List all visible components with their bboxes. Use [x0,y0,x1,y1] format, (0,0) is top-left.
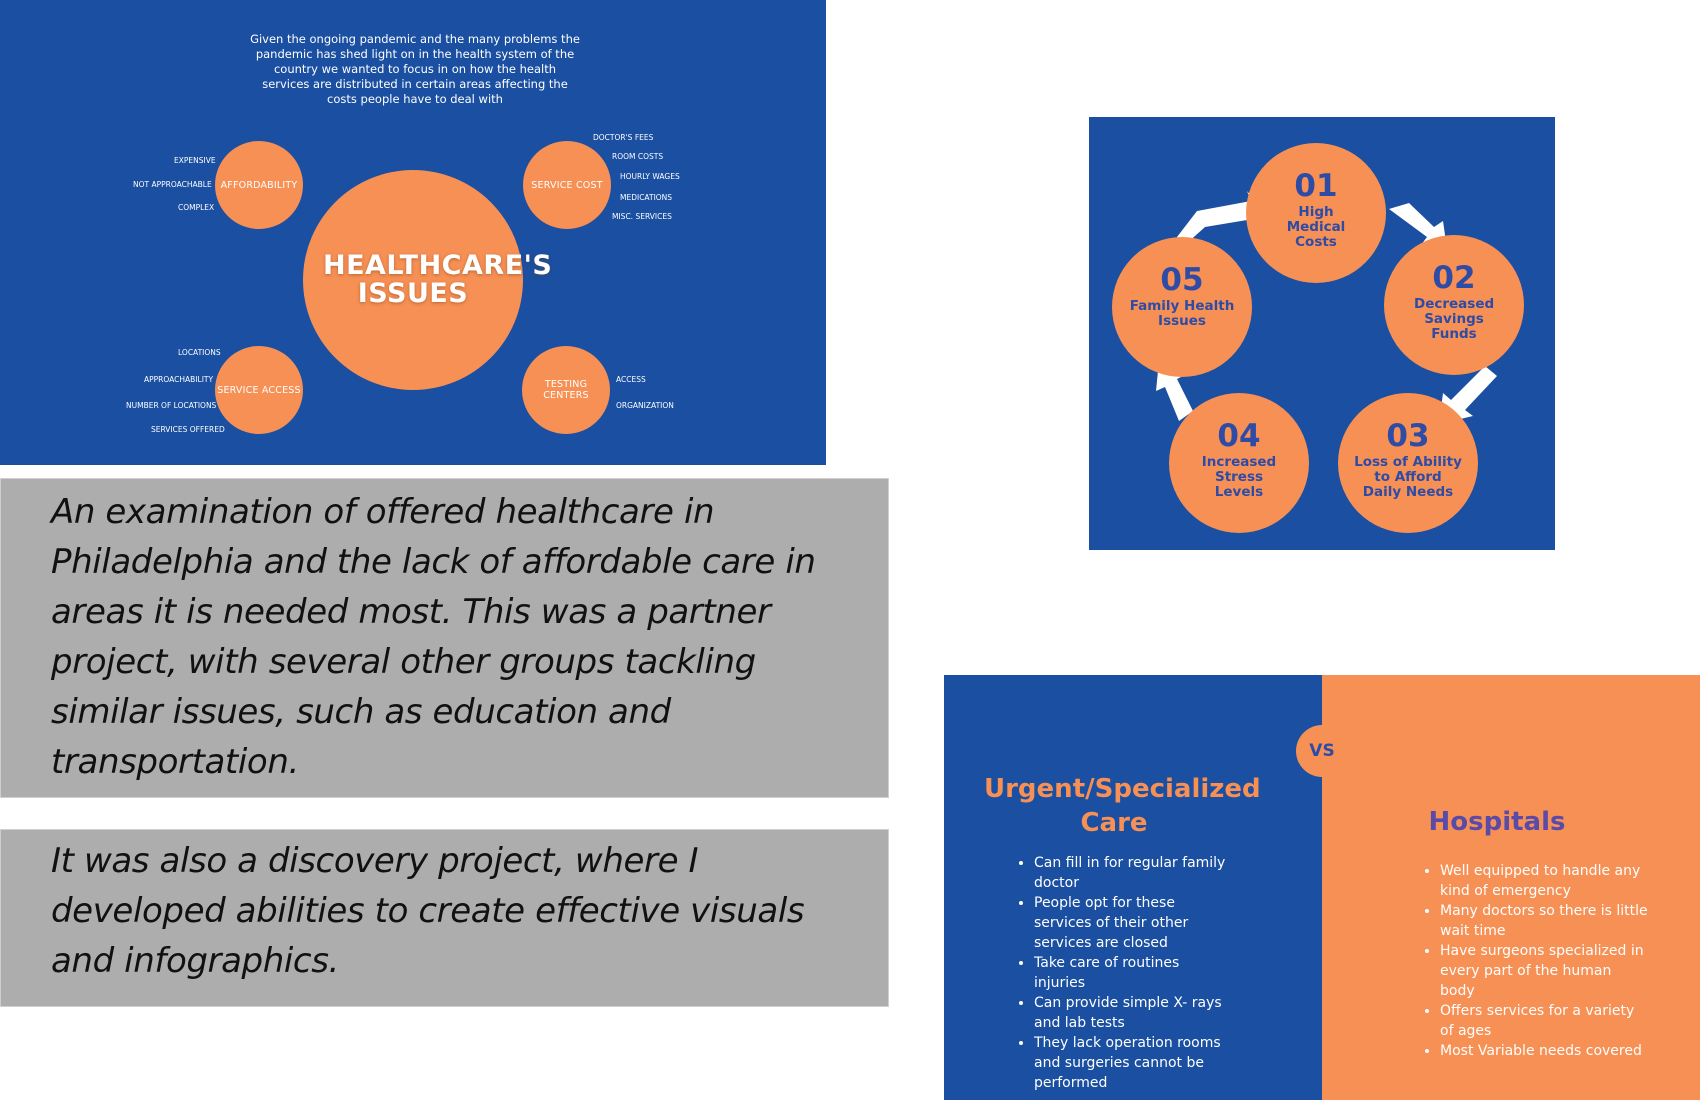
testing-centers-item: ACCESS [616,375,646,384]
discovery-description-box [0,829,889,1007]
discovery-description-text: It was also a discovery project, where I developed abilities to create effective visuals and infographics. [51,841,805,981]
list-item: • Can fill in for regular family doctor [1034,853,1234,893]
affordability-label: AFFORDABILITY [220,179,298,191]
vs-label: VS [1309,741,1335,761]
service-cost-circle [523,141,611,229]
cycle-step-5 [1112,237,1252,377]
list-item: • Can provide simple X- rays and lab tests [1034,993,1234,1033]
center-circle [303,170,553,390]
affordability-item: COMPLEX [178,203,215,212]
list-item: • People opt for these services of their other services are closed [1034,893,1234,953]
step-label: High Medical Costs [1286,204,1346,250]
service-access-circle [215,346,303,434]
step-number: 01 [1294,168,1338,204]
step-number: 03 [1386,418,1430,454]
mindmap-intro-text: Given the ongoing pandemic and the many problems the pandemic has shed light on in the health system of the country we wanted to focus in on how the health services are distributed in certain areas affecting the costs people have to deal with [250,32,580,106]
urgent-care-list [1016,853,1234,1093]
list-item: • Many doctors so there is little wait time [1440,901,1650,941]
service-cost-item: HOURLY WAGES [620,172,680,181]
list-item: • They lack operation rooms and surgeries cannot be performed [1034,1033,1234,1093]
service-access-item: APPROACHABILITY [144,375,214,384]
urgent-care-column [944,675,1322,1100]
affordability-circle [215,141,303,229]
service-access-item: SERVICES OFFERED [151,425,225,434]
service-access-label: SERVICE ACCESS [217,384,301,396]
testing-centers-label: TESTING CENTERS [543,379,589,401]
service-cost-item: DOCTOR'S FEES [593,133,654,142]
hospitals-column [1322,675,1700,1100]
service-cost-item: MISC. SERVICES [612,212,672,221]
list-item: • Most Variable needs covered [1440,1041,1650,1061]
list-item: • Well equipped to handle any kind of emergency [1440,861,1650,901]
cost-cycle-diagram [1089,117,1555,550]
step-number: 04 [1217,418,1261,454]
list-item: • Take care of routines injuries [1034,953,1234,993]
step-label: Increased Stress Levels [1201,454,1277,500]
care-comparison-panel [944,675,1700,1100]
service-cost-item: ROOM COSTS [612,152,664,161]
vs-badge [1296,725,1348,777]
service-access-item: LOCATIONS [178,348,221,357]
step-label: Loss of Ability to Afford Daily Needs [1354,454,1462,500]
cycle-step-1 [1246,143,1386,283]
cycle-step-2 [1384,235,1524,375]
step-number: 05 [1160,262,1204,298]
cycle-step-4 [1169,393,1309,533]
center-title: HEALTHCARE'S ISSUES [323,250,553,309]
project-description-text: An examination of offered healthcare in Philadelphia and the lack of affordable care in areas it is needed most. This was a partner project, with several other groups tackling similar issues, such as education and transportation. [51,492,816,782]
project-description-box [0,478,889,798]
healthcare-issues-mindmap [0,0,826,465]
hospitals-list [1422,861,1650,1061]
hospitals-title: Hospitals [1428,807,1566,837]
urgent-care-title: Urgent/Specialized Care [984,774,1261,838]
testing-centers-circle [522,346,610,434]
affordability-item: NOT APPROACHABLE [133,180,212,189]
list-item: • Have surgeons specialized in every part of the human body [1440,941,1650,1001]
list-item: • Offers services for a variety of ages [1440,1001,1650,1041]
step-number: 02 [1432,260,1476,296]
cycle-step-3 [1338,393,1478,533]
step-label: Family Health Issues [1129,298,1235,329]
service-cost-label: SERVICE COST [531,179,603,191]
testing-centers-item: ORGANIZATION [616,401,674,410]
service-access-item: NUMBER OF LOCATIONS [126,401,217,410]
step-label: Decreased Savings Funds [1414,296,1495,342]
affordability-item: EXPENSIVE [174,156,216,165]
service-cost-item: MEDICATIONS [620,193,673,202]
